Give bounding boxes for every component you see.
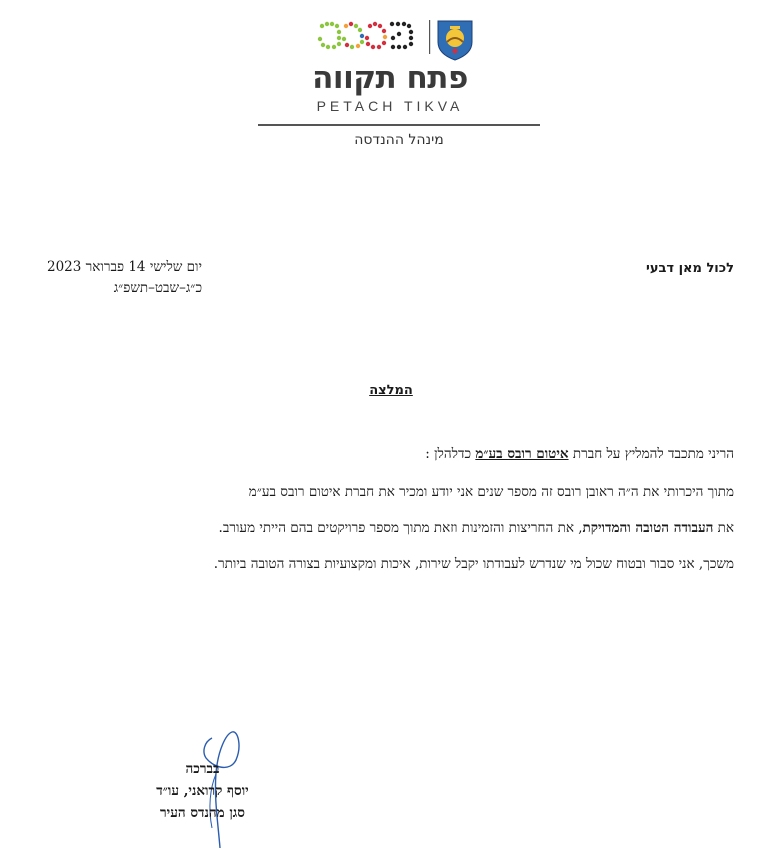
company-name: איטום רובס בע״מ bbox=[475, 446, 569, 462]
body-paragraph-3 bbox=[219, 520, 734, 536]
signer-name: יוסף קרואני, עו״ד bbox=[156, 783, 249, 799]
emphasis-text: העבודה הטובה והמדויקת bbox=[582, 520, 714, 536]
city-emblem-icon bbox=[438, 21, 472, 60]
city-name-english: PETACH TIKVA bbox=[316, 98, 464, 114]
city-name-hebrew: פתח תקווה bbox=[312, 60, 468, 96]
date-gregorian: יום שלישי 14 פברואר 2023 bbox=[47, 259, 203, 275]
city-logo bbox=[316, 18, 476, 62]
body-text: את bbox=[713, 520, 734, 536]
body-paragraph-1 bbox=[425, 446, 734, 462]
body-paragraph-2: מתוך היכרותי את ה״ה ראובן רובס זה מספר שנים אני יודע ומכיר את חברת איטום רובס בע״מ bbox=[248, 484, 734, 500]
date-hebrew: כ״ג–שבט–תשפ״ג bbox=[113, 280, 203, 296]
signature-closing: בברכה bbox=[185, 761, 220, 777]
date-block bbox=[47, 257, 202, 299]
letter-subject: המלצה bbox=[369, 383, 413, 398]
body-text: , את החריצות והזמינות וזאת מתוך מספר פרויקטים בהם הייתי מעורב. bbox=[218, 520, 583, 536]
body-text: הריני מתכבד להמליץ על חברת bbox=[568, 446, 734, 462]
signature-block bbox=[120, 758, 285, 824]
department-name: מינהל ההנדסה bbox=[354, 132, 444, 148]
recipient-line: לכול מאן דבעי bbox=[646, 261, 734, 276]
body-text: כדלהלן : bbox=[425, 446, 476, 462]
signer-title: סגן מהנדס העיר bbox=[160, 805, 245, 821]
logo-dotted-lettering bbox=[318, 22, 413, 49]
letterhead-divider bbox=[258, 124, 540, 126]
body-paragraph-4: משכך, אני סבור ובטוח שכול מי שנדרש לעבודתו יקבל שירות, איכות ומקצועיות בצורה הטובה ביותר. bbox=[213, 556, 734, 572]
